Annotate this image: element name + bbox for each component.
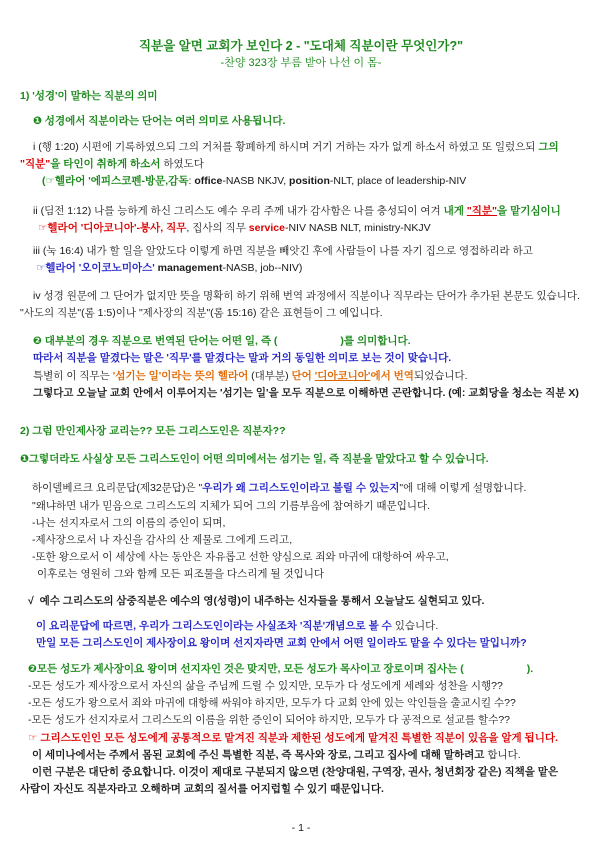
text-run: ii (딤전 1:12) 나를 능하게 하신 그리스도 예수 우리 주께 내가 감사함은 나를 충성되이 여겨 bbox=[33, 205, 444, 217]
text-run: -모든 성도가 왕으로서 죄와 마귀에 대항해 싸워야 하지만, 모두가 다 교회 안에 있는 악인들을 출교시킬 수?? bbox=[28, 697, 516, 709]
text-run: 1) '성경'이 말하는 직분의 의미 bbox=[20, 90, 158, 102]
text-run: 되었습니다. bbox=[413, 370, 468, 382]
text-run: iii (눅 16:4) 내가 할 일을 알았도다 이렇게 하면 직분을 빼앗긴 후에 사람들이 나를 자기 집으로 영접하리라 하고 bbox=[33, 245, 533, 257]
text-run: ❷ 대부분의 경우 직분으로 번역된 단어는 어떤 일, 즉 ( )를 의미합니다. bbox=[33, 335, 411, 347]
text-run: 이 요리문답에 따르면, 우리가 그리스도인이라는 사실조차 '직분'개념으로 볼 수 bbox=[36, 620, 392, 632]
text-run: management bbox=[157, 262, 223, 274]
text-run: ☞헬라어 '오이코노미아스' bbox=[36, 262, 158, 274]
verse-iv bbox=[20, 288, 582, 322]
text-run: "직분" bbox=[20, 158, 51, 170]
text-run: -NLT, place of leadership-NIV bbox=[329, 175, 467, 187]
line-teukbyeolhi bbox=[20, 368, 582, 385]
line-ttaraseo bbox=[20, 350, 582, 367]
text-run: "직분" bbox=[466, 205, 498, 217]
text-run: 단어 bbox=[291, 370, 315, 382]
text-run: 있습니다. bbox=[391, 620, 439, 632]
section-2-heading bbox=[20, 423, 582, 440]
verse-ii-greek bbox=[20, 220, 582, 237]
text-run: -또한 왕으로서 이 세상에 사는 동안은 자유롭고 선한 양심으로 죄와 마귀에 대항하여 싸우고, bbox=[32, 551, 449, 563]
document-title: 직분을 알면 교회가 보인다 2 - "도대체 직분이란 무엇인가?" bbox=[138, 39, 464, 53]
text-run: ❶ 성경에서 직분이라는 단어는 여러 의미로 사용됩니다. bbox=[33, 115, 286, 127]
text-run: ❶그렇더라도 사실상 모든 그리스도인이 어떤 의미에서는 섬기는 일, 즉 직분을 맡았다고 할 수 있습니다. bbox=[20, 453, 489, 465]
document-subtitle: -찬양 323장 부름 받아 나선 이 몸- bbox=[220, 57, 382, 69]
text-run: √ 예수 그리스도의 삼중직분은 예수의 영(성령)이 내주하는 신자들을 통해서 오늘날도 실현되고 있다. bbox=[28, 595, 485, 607]
line-ihuroneun bbox=[20, 566, 582, 583]
line-manil bbox=[20, 635, 582, 652]
text-run: 을 맡기심이니 bbox=[497, 205, 561, 217]
section-1-heading bbox=[20, 88, 582, 105]
text-run: 따라서 직분을 맡겼다는 말은 '직무'를 맡겼다는 말과 거의 동일한 의미로 보는 것이 맞습니다. bbox=[33, 352, 452, 364]
page-number: - 1 - bbox=[291, 822, 311, 834]
text-run: ☞헬라어 '디아코니아'-봉사, 직무 bbox=[38, 222, 187, 234]
text-run: '섬기는 일'이라는 뜻의 헬라어 bbox=[112, 370, 249, 382]
line-heidelberg bbox=[20, 480, 582, 497]
point-1-1 bbox=[20, 113, 582, 130]
text-run: i (행 1:20) 시편에 기록하였으되 그의 거처를 황폐하게 하시며 거기 거하는 자가 없게 하소서 하였고 또 일렀으되 bbox=[33, 141, 539, 153]
text-run: : bbox=[188, 175, 195, 187]
line-naneun bbox=[20, 515, 582, 532]
verse-iii-greek bbox=[20, 260, 582, 277]
text-run: iv 성경 원문에 그 단어가 없지만 뜻을 명확히 하기 위해 번역 과정에서 직분이나 직무라는 단어가 추가된 본문도 있습니다. "사도의 직분"(롬 1:5)이나 "제사장의 직분"(롬 15:16) 같은 표현들이 그 예입니다. bbox=[20, 290, 583, 319]
line-gubun bbox=[20, 764, 582, 798]
text-run: office bbox=[194, 175, 223, 187]
text-run: (대부분) bbox=[248, 370, 292, 382]
text-run: "에 대해 이렇게 설명합니다. bbox=[399, 482, 527, 494]
text-run: 이런 구분은 대단히 중요합니다. 이것이 제대로 구분되지 않으면 (찬양대원, 구역장, 권사, 청년회장 같은) 직책을 맡은 사람이 자신도 직분자라고 오해하며 교회의 질서를 어지럽힐 수 있기 때문입니다. bbox=[20, 766, 562, 795]
line-jesajang bbox=[20, 532, 582, 549]
text-run: 그의 bbox=[538, 141, 562, 153]
point-2-2 bbox=[20, 661, 582, 678]
text-run: 하였도다 bbox=[160, 158, 204, 170]
text-run: -NASB NKJV, bbox=[222, 175, 290, 187]
line-ttohan bbox=[20, 549, 582, 566]
text-run: "왜냐하면 내가 믿음으로 그리스도의 지체가 되어 그의 기름부음에 참여하기 때문입니다. bbox=[32, 500, 431, 512]
text-run: '디아코니아' bbox=[314, 370, 371, 382]
text-run: 이 세미나에서는 주께서 몸된 교회에 주신 특별한 직분, 즉 목사와 장로, 그리고 집사에 대해 말하려고 bbox=[32, 749, 488, 761]
line-waenyahamyeon bbox=[20, 498, 582, 515]
text-run: position bbox=[289, 175, 330, 187]
text-run: 을 타인이 취하게 하소서 bbox=[50, 158, 161, 170]
verse-iii bbox=[20, 243, 582, 260]
text-run: -모든 성도가 선지자로서 그리스도의 이름을 위한 증인이 되어야 하지만, 모두가 다 공적으로 설교를 할수?? bbox=[28, 714, 511, 726]
text-run: ❷모든 성도가 제사장이요 왕이며 선지자인 것은 맞지만, 모든 성도가 목사이고 장로이며 집사는 ( ). bbox=[28, 663, 534, 675]
line-seminar bbox=[20, 747, 582, 764]
line-yorimundap bbox=[20, 618, 582, 635]
point-2-1 bbox=[20, 451, 582, 468]
text-run: 합니다. bbox=[487, 749, 521, 761]
text-run: -NASB, job--NIV) bbox=[222, 262, 303, 274]
text-run: -나는 선지자로서 그의 이름의 증인이 되며, bbox=[32, 517, 226, 529]
line-red-conclusion bbox=[20, 730, 582, 747]
text-run: -모든 성도가 제사장으로서 자신의 삶을 주님께 드릴 수 있지만, 모두가 다 성도에게 세례와 성찬을 시행?? bbox=[28, 680, 503, 692]
point-1-2 bbox=[20, 333, 582, 350]
text-run: 2) 그럼 만인제사장 교리는?? 모든 그리스도인은 직분자?? bbox=[20, 425, 286, 437]
bullet-wang bbox=[20, 695, 582, 712]
text-run: 우리가 왜 그리스도인이라고 불릴 수 있는지 bbox=[202, 482, 400, 494]
document-body bbox=[20, 88, 582, 798]
text-run: 내게 bbox=[443, 205, 467, 217]
line-geureotago bbox=[20, 385, 582, 402]
text-run: 그렇다고 오늘날 교회 안에서 이루어지는 '섬기는 일'을 모두 직분으로 이해하면 곤란합니다. (예: 교회당을 청소는 직분 X) bbox=[33, 387, 579, 399]
bullet-jesajang bbox=[20, 678, 582, 695]
verse-ii bbox=[20, 203, 582, 220]
text-run: service bbox=[248, 222, 285, 234]
text-run: , 집사의 직무 bbox=[186, 222, 249, 234]
text-run: ☞ 그리스도인인 모든 성도에게 공통적으로 맡겨진 직분과 제한된 성도에게 맡겨진 특별한 직분이 있음을 알게 됩니다. bbox=[28, 732, 558, 744]
text-run: -NIV NASB NLT, ministry-NKJV bbox=[284, 222, 431, 234]
text-run: 하이델베르크 요리문답(제32문답)은 " bbox=[32, 482, 203, 494]
verse-i-greek bbox=[20, 173, 582, 190]
text-run: 헬라어 '에피스코펜-방문,감독 bbox=[54, 175, 189, 187]
text-run: 에서 번역 bbox=[370, 370, 414, 382]
text-run: 만일 모든 그리스도인이 제사장이요 왕이며 선지자라면 교회 안에서 어떤 일이라도 맡을 수 있다는 말입니까? bbox=[36, 637, 527, 649]
text-run: -제사장으로서 나 자신을 감사의 산 제물로 그에게 드리고, bbox=[32, 534, 293, 546]
text-run: 이후로는 영원히 그와 함께 모든 피조물을 다스리게 될 것입니다 bbox=[37, 568, 325, 580]
line-check bbox=[20, 593, 582, 610]
text-run: 특별히 이 직무는 bbox=[33, 370, 113, 382]
verse-i bbox=[20, 139, 582, 173]
text-run: (☞ bbox=[42, 175, 55, 187]
bullet-seonjija bbox=[20, 712, 582, 729]
